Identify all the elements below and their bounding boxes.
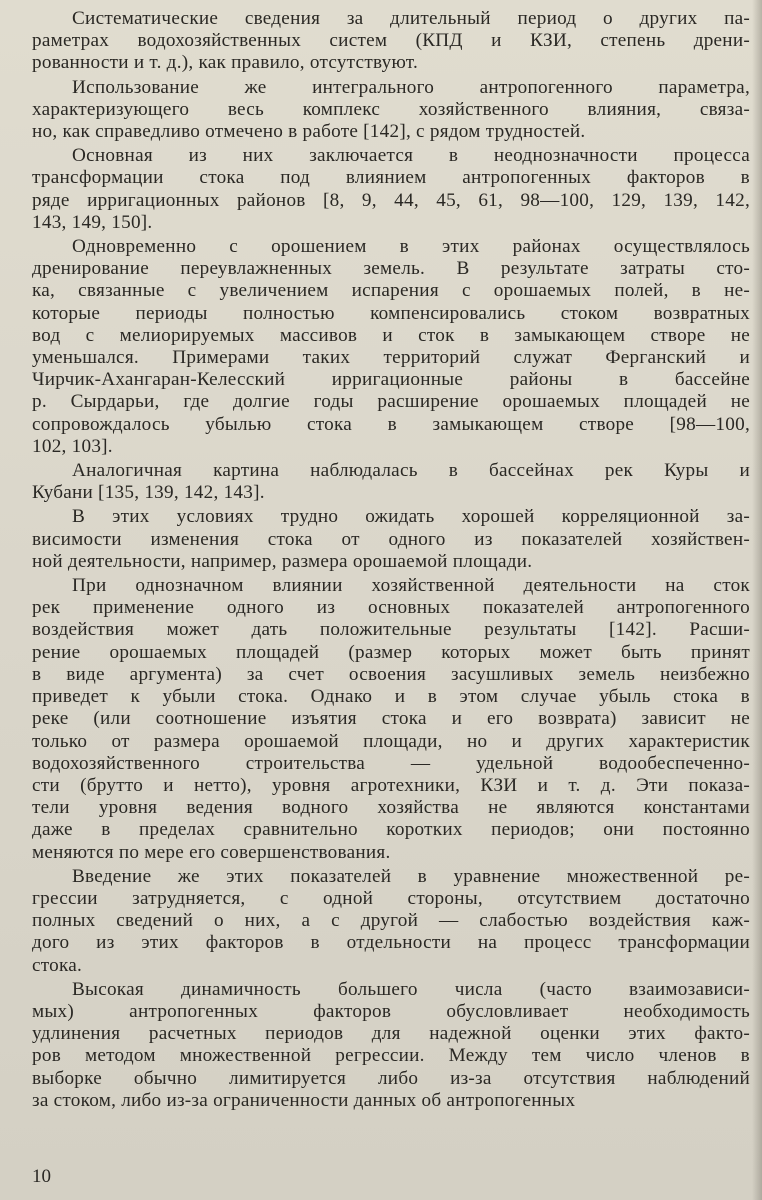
text-line: сопровождалось убылью стока в замыкающем створе [98—100, xyxy=(32,413,750,435)
text-line: приведет к убыли стока. Однако и в этом случае убыль стока в xyxy=(32,686,750,708)
text-line: мых) антропогенных факторов обусловливает необходимость xyxy=(32,1000,750,1022)
paragraph xyxy=(32,506,750,573)
text-line: Высокая динамичность большего числа (часто взаимозависи- xyxy=(72,978,750,1000)
text-line: Систематические сведения за длительный период о других па- xyxy=(72,8,750,29)
text-line: сти (брутто и нетто), уровня агротехники, КЗИ и т. д. Эти показа- xyxy=(32,774,750,796)
paragraph xyxy=(32,8,750,75)
text-line: При однозначном влиянии хозяйственной деятельности на сток xyxy=(72,575,750,597)
text-line: воздействия может дать положительные результаты [142]. Расши- xyxy=(32,619,750,641)
text-line: меняются по мере его совершенствования. xyxy=(32,841,391,863)
text-line: стока. xyxy=(32,954,83,976)
page-edge-shadow xyxy=(752,0,762,1200)
text-line: дренирование переувлажненных земель. В результате затраты сто- xyxy=(32,258,750,280)
text-line: за стоком, либо из-за ограниченности данных об антропогенных xyxy=(32,1089,576,1111)
text-line: Использование же интегрального антропогенного параметра, xyxy=(72,76,750,98)
paragraph xyxy=(32,236,750,458)
text-line: Аналогичная картина наблюдалась в бассейнах рек Куры и xyxy=(72,460,750,482)
text-line: ров методом множественной регрессии. Между тем число членов в xyxy=(32,1045,750,1067)
text-line: рение орошаемых площадей (размер которых может быть принят xyxy=(32,641,750,663)
text-line: 143, 149, 150]. xyxy=(32,211,153,233)
text-line: только от размера орошаемой площади, но и других характеристик xyxy=(32,730,750,752)
text-line: дого из этих факторов в отдельности на процесс трансформации xyxy=(32,932,750,954)
text-line: характеризующего весь комплекс хозяйственного влияния, связа- xyxy=(32,98,750,120)
text-line: полных сведений о них, а с другой — слабостью воздействия каж- xyxy=(32,910,750,932)
text-line: Чирчик-Ахангаран-Келесский ирригационные районы в бассейне xyxy=(32,369,750,391)
text-line: даже в пределах сравнительно коротких периодов; они постоянно xyxy=(32,819,750,841)
text-line: водохозяйственного строительства — удельной водообеспеченно- xyxy=(32,752,750,774)
paragraph xyxy=(32,979,750,1112)
text-line: вод с мелиорируемых массивов и сток в замыкающем створе не xyxy=(32,324,750,346)
text-line: которые периоды полностью компенсировались стоком возвратных xyxy=(32,302,750,324)
text-line: выборке обычно лимитируется либо из-за отсутствия наблюдений xyxy=(32,1067,750,1089)
text-line: ной деятельности, например, размера орошаемой площади. xyxy=(32,550,533,572)
text-line: трансформации стока под влиянием антропогенных факторов в xyxy=(32,167,750,189)
text-line: 102, 103]. xyxy=(32,435,113,457)
text-line: р. Сырдарьи, где долгие годы расширение орошаемых площадей не xyxy=(32,391,750,413)
page-number: 10 xyxy=(32,1166,51,1187)
text-line: реке (или соотношение изъятия стока и его возврата) зависит не xyxy=(32,708,750,730)
text-line: тели уровня ведения водного хозяйства не являются константами xyxy=(32,797,750,819)
text-line: раметрах водохозяйственных систем (КПД и КЗИ, степень дрени- xyxy=(32,30,750,52)
paragraph xyxy=(32,77,750,144)
paragraph xyxy=(32,575,750,864)
text-line: в виде аргумента) за счет освоения засушливых земель неизбежно xyxy=(32,663,750,685)
text-line: уменьшался. Примерами таких территорий служат Ферганский и xyxy=(32,347,750,369)
paragraph xyxy=(32,866,750,977)
text-line: но, как справедливо отмечено в работе [142], с рядом трудностей. xyxy=(32,121,586,143)
paragraph xyxy=(32,145,750,234)
text-line: Одновременно с орошением в этих районах осуществлялось xyxy=(72,236,750,258)
text-line: Введение же этих показателей в уравнение множественной ре- xyxy=(72,865,750,887)
text-line: рек применение одного из основных показателей антропогенного xyxy=(32,597,750,619)
text-line: Основная из них заключается в неоднозначности процесса xyxy=(72,145,750,167)
text-line: В этих условиях трудно ожидать хорошей корреляционной за- xyxy=(72,506,750,528)
text-line: ряде ирригационных районов [8, 9, 44, 45, 61, 98—100, 129, 139, 142, xyxy=(32,189,750,211)
text-line: грессии затрудняется, с одной стороны, отсутствием достаточно xyxy=(32,887,750,909)
body-text xyxy=(32,8,750,1114)
text-line: рованности и т. д.), как правило, отсутствуют. xyxy=(32,52,419,74)
text-line: Кубани [135, 139, 142, 143]. xyxy=(32,482,265,504)
text-line: ка, связанные с увеличением испарения с орошаемых полей, в не- xyxy=(32,280,750,302)
text-line: висимости изменения стока от одного из показателей хозяйствен- xyxy=(32,528,750,550)
paragraph xyxy=(32,460,750,504)
text-line: удлинения расчетных периодов для надежной оценки этих факто- xyxy=(32,1023,750,1045)
